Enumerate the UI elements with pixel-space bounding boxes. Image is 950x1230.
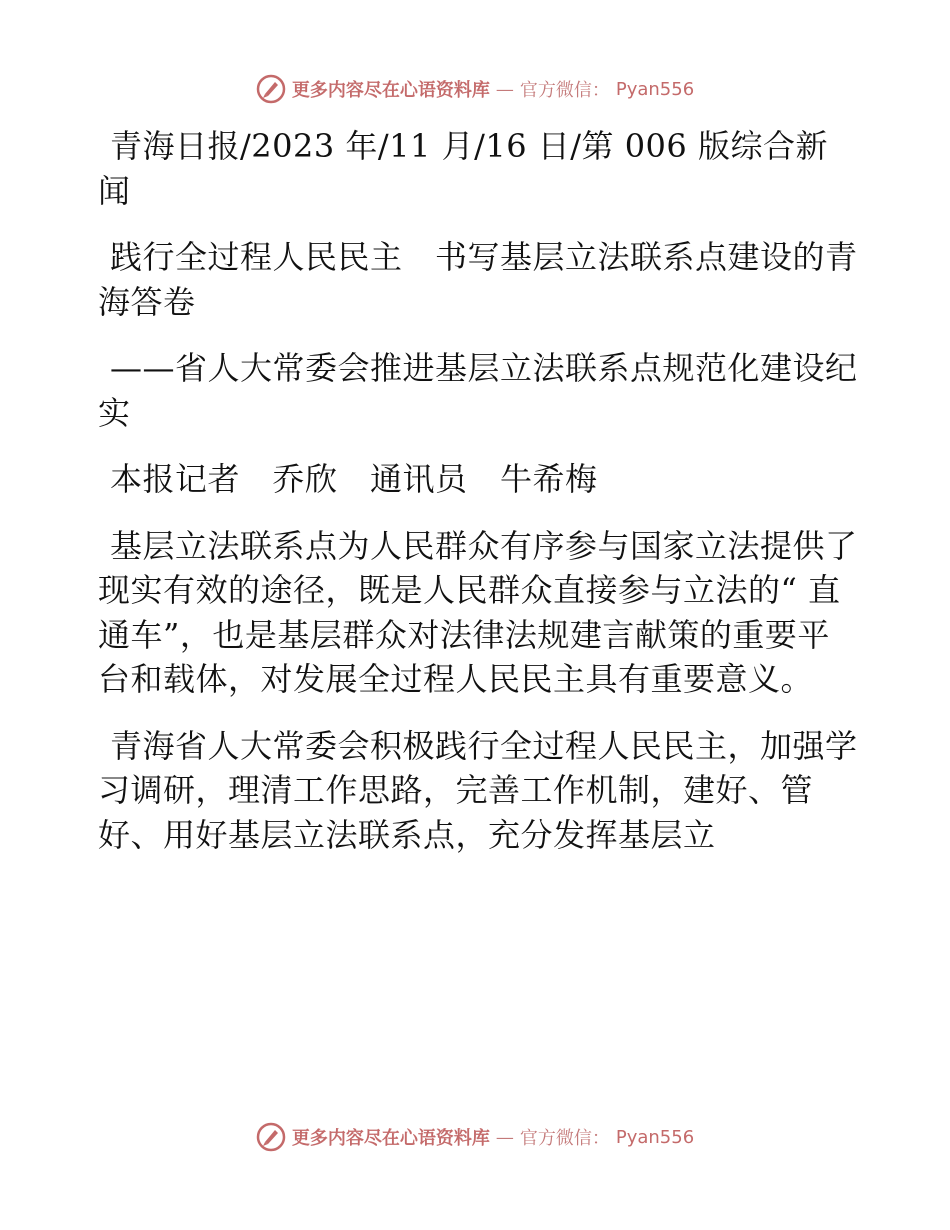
article-paragraph: 基层立法联系点为人民群众有序参与国家立法提供了现实有效的途径，既是人民群众直接参与立法的“ 直通车”，也是基层群众对法律法规建言献策的重要平台和载体，对发展全过程人民民主具有重要意义。: [98, 526, 858, 698]
article-byline: 本报记者 乔欣 通讯员 牛希梅: [110, 460, 598, 498]
article-subtitle: ——省人大常委会推进基层立法联系点规范化建设纪实: [98, 349, 858, 432]
article-body: [98, 124, 858, 879]
pen-nib-logo-icon: [256, 74, 286, 104]
watermark-wechat-id: Pyan556: [615, 1126, 695, 1148]
article-source: 青海日报/2023 年/11 月/16 日/第 006 版综合新闻: [98, 127, 828, 210]
article-title: 践行全过程人民民主 书写基层立法联系点建设的青海答卷: [98, 238, 858, 321]
watermark-wechat-label: 官方微信：: [519, 80, 610, 101]
watermark-brand: 更多内容尽在心语资料库: [291, 80, 490, 101]
header-watermark: [0, 74, 950, 104]
watermark-brand: 更多内容尽在心语资料库: [291, 1128, 490, 1149]
pen-nib-logo-icon: [256, 1122, 286, 1152]
article-paragraph: 青海省人大常委会积极践行全过程人民民主，加强学习调研，理清工作思路，完善工作机制，建好、管好、用好基层立法联系点，充分发挥基层立: [98, 726, 858, 854]
watermark-separator: —: [495, 1126, 514, 1148]
watermark-wechat-label: 官方微信：: [519, 1128, 610, 1149]
footer-watermark: [0, 1122, 950, 1152]
watermark-separator: —: [495, 78, 514, 100]
watermark-wechat-id: Pyan556: [615, 78, 695, 100]
